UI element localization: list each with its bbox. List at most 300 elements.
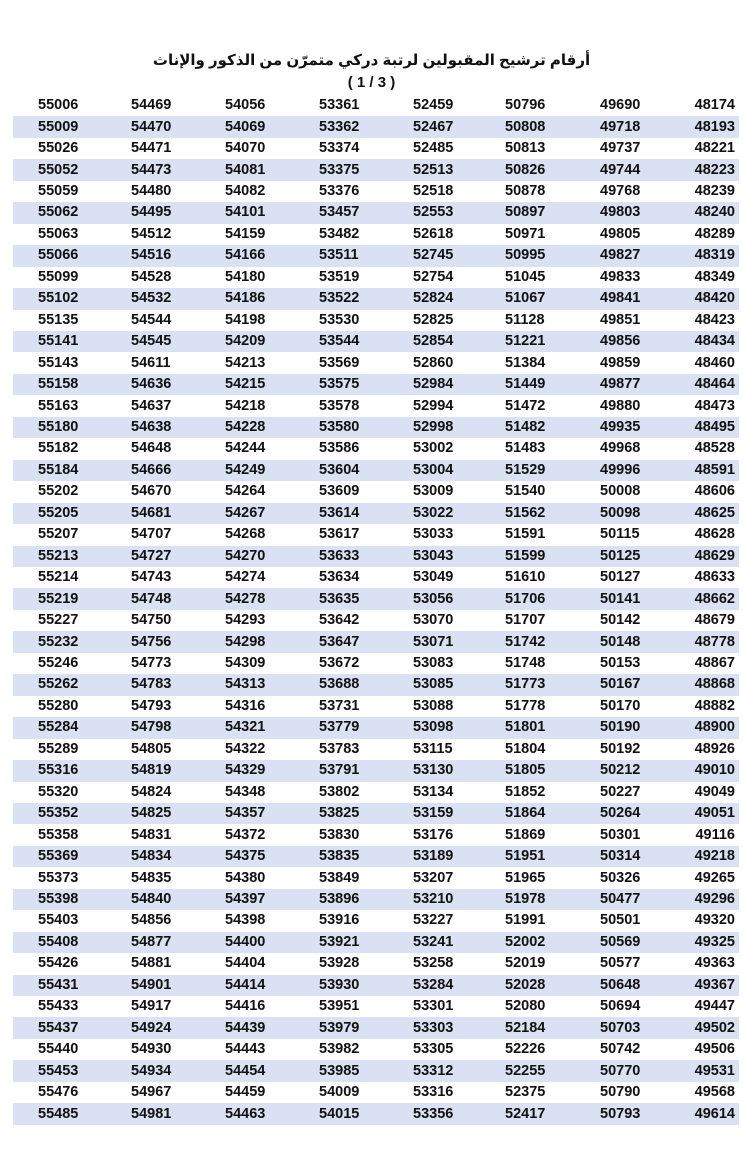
candidate-number-cell: 51852: [505, 783, 546, 800]
candidate-number-cell: 53083: [413, 655, 454, 671]
table-row: [13, 782, 739, 803]
candidate-number-cell: 54743: [131, 569, 172, 586]
candidate-number-cell: 55102: [13, 288, 107, 309]
candidate-number-cell: 50264: [575, 803, 668, 824]
candidate-number-cell: 54101: [200, 202, 294, 223]
candidate-number-cell: 51221: [481, 331, 575, 352]
table-row: [13, 138, 739, 159]
candidate-number-cell: 48193: [668, 116, 739, 137]
candidate-number-cell: 52854: [388, 331, 481, 352]
candidate-number-cell: 52754: [413, 268, 454, 285]
candidate-number-cell: 48882: [694, 697, 735, 714]
candidate-number-cell: 51529: [481, 460, 575, 481]
candidate-number-cell: 55214: [38, 569, 79, 586]
candidate-number-cell: 48778: [668, 631, 739, 652]
candidate-number-cell: 49363: [694, 955, 735, 972]
candidate-number-cell: 53530: [319, 311, 360, 328]
candidate-number-cell: 55163: [38, 397, 79, 414]
candidate-number-cell: 51610: [505, 569, 546, 586]
candidate-number-cell: 55289: [38, 740, 79, 757]
candidate-number-cell: 54877: [107, 932, 200, 953]
candidate-number-cell: 54414: [200, 975, 294, 996]
candidate-number-cell: 52485: [413, 140, 454, 157]
candidate-number-cell: 50501: [600, 912, 641, 929]
candidate-number-cell: 54981: [107, 1103, 200, 1124]
candidate-number-cell: 50648: [575, 975, 668, 996]
candidate-number-cell: 52825: [413, 311, 454, 328]
candidate-number-cell: 49718: [575, 116, 668, 137]
candidate-number-cell: 53783: [319, 740, 360, 757]
candidate-number-cell: 52459: [413, 97, 454, 114]
candidate-number-cell: 54512: [131, 225, 172, 242]
candidate-number-cell: 54015: [294, 1103, 388, 1124]
table-row: [13, 846, 739, 867]
candidate-number-cell: 55219: [13, 588, 107, 609]
table-row: [13, 739, 739, 760]
candidate-number-cell: 54934: [107, 1060, 200, 1081]
candidate-number-cell: 48926: [694, 740, 735, 757]
candidate-number-cell: 54316: [225, 697, 266, 714]
candidate-number-cell: 54397: [200, 889, 294, 910]
candidate-number-cell: 54727: [107, 546, 200, 567]
candidate-number-cell: 51778: [505, 697, 546, 714]
candidate-number-cell: 52002: [481, 932, 575, 953]
candidate-number-cell: 55059: [38, 183, 79, 200]
candidate-number-cell: 53071: [388, 631, 481, 652]
candidate-number-cell: 54648: [131, 440, 172, 457]
candidate-number-cell: 54930: [131, 1041, 172, 1058]
candidate-number-cell: 48221: [694, 140, 735, 157]
candidate-number-cell: 49856: [575, 331, 668, 352]
candidate-number-cell: 50227: [600, 783, 641, 800]
candidate-number-cell: 54773: [131, 655, 172, 671]
document-title: أرقام ترشيح المقبولين لرتبة دركي متمرّن من الذكور والإناث: [152, 52, 591, 69]
candidate-number-cell: 50115: [600, 526, 640, 543]
candidate-number-cell: 50897: [481, 202, 575, 223]
candidate-number-cell: 54544: [131, 311, 172, 328]
candidate-number-cell: 53210: [388, 889, 481, 910]
candidate-number-cell: 50878: [505, 183, 546, 200]
table-row: [13, 717, 739, 738]
table-row: [13, 996, 739, 1017]
candidate-number-cell: 54267: [200, 503, 294, 524]
candidate-number-cell: 54274: [225, 569, 266, 586]
table-row: [13, 417, 739, 438]
candidate-number-cell: 55143: [38, 354, 79, 371]
candidate-number-cell: 52618: [413, 225, 454, 242]
candidate-number-cell: 49051: [668, 803, 739, 824]
candidate-number-cell: 49737: [600, 140, 641, 157]
candidate-number-cell: 51483: [505, 440, 546, 457]
table-row: [13, 803, 739, 824]
candidate-number-cell: 48606: [694, 483, 735, 500]
candidate-number-cell: 54268: [225, 526, 266, 543]
candidate-number-cell: 48625: [668, 503, 739, 524]
candidate-number-cell: 49996: [575, 460, 668, 481]
candidate-number-cell: 51599: [481, 546, 575, 567]
candidate-number-cell: 55403: [38, 912, 79, 929]
candidate-number-cell: 49320: [694, 912, 735, 929]
candidate-number-cell: 54213: [225, 354, 266, 371]
candidate-number-cell: 53825: [294, 803, 388, 824]
candidate-number-cell: 49010: [668, 760, 739, 781]
candidate-number-cell: 53979: [294, 1017, 388, 1038]
candidate-number-cell: 49218: [668, 846, 739, 867]
candidate-number-cell: 51748: [505, 655, 546, 671]
table-row: [13, 953, 739, 974]
candidate-number-cell: 51869: [505, 826, 546, 843]
candidate-number-cell: 50770: [575, 1060, 668, 1081]
candidate-number-cell: 48174: [694, 97, 735, 114]
candidate-number-cell: 54805: [131, 740, 172, 757]
candidate-number-cell: 48633: [694, 569, 735, 586]
candidate-number-cell: 49296: [668, 889, 739, 910]
candidate-number-cell: 54748: [107, 588, 200, 609]
candidate-number-cell: 54198: [225, 311, 266, 328]
candidate-number-cell: 50192: [600, 740, 641, 757]
candidate-number-cell: 53303: [388, 1017, 481, 1038]
candidate-number-cell: 49531: [668, 1060, 739, 1081]
candidate-number-cell: 54454: [200, 1060, 294, 1081]
candidate-number-cell: 49265: [694, 869, 735, 886]
candidate-number-cell: 53227: [413, 912, 454, 929]
candidate-number-cell: 53835: [294, 846, 388, 867]
candidate-number-cell: 51472: [505, 397, 546, 414]
candidate-number-cell: 51706: [481, 588, 575, 609]
candidate-number-cell: 54638: [107, 417, 200, 438]
candidate-number-cell: 52467: [388, 116, 481, 137]
candidate-number-cell: 54750: [131, 612, 172, 629]
candidate-number-cell: 53022: [388, 503, 481, 524]
candidate-number-cell: 53002: [413, 440, 454, 457]
candidate-number-cell: 53004: [388, 460, 481, 481]
table-row: [13, 181, 739, 202]
candidate-number-cell: 54400: [200, 932, 294, 953]
candidate-number-cell: 49833: [600, 268, 641, 285]
candidate-number-cell: 54056: [225, 97, 266, 114]
candidate-number-cell: 55280: [38, 697, 79, 714]
candidate-number-cell: 54293: [225, 612, 266, 629]
candidate-number-cell: 55141: [13, 331, 107, 352]
candidate-number-cell: 55485: [13, 1103, 107, 1124]
candidate-number-cell: 49768: [600, 183, 641, 200]
candidate-number-cell: 54321: [200, 717, 294, 738]
candidate-number-cell: 55426: [38, 955, 79, 972]
candidate-number-cell: 53511: [294, 245, 388, 266]
table-row: [13, 1039, 739, 1060]
table-row: [13, 224, 739, 245]
candidate-number-cell: 52553: [388, 202, 481, 223]
table-row: [13, 438, 739, 459]
table-row: [13, 975, 739, 996]
candidate-number-cell: 49502: [668, 1017, 739, 1038]
candidate-number-cell: 49614: [668, 1103, 739, 1124]
candidate-number-cell: 54856: [131, 912, 172, 929]
candidate-number-cell: 55262: [13, 674, 107, 695]
candidate-number-cell: 53896: [294, 889, 388, 910]
table-row: [13, 481, 739, 502]
candidate-number-cell: 49803: [575, 202, 668, 223]
candidate-number-cell: 54459: [225, 1084, 266, 1101]
table-row: [13, 331, 739, 352]
candidate-number-cell: 54480: [131, 183, 172, 200]
candidate-number-cell: 51965: [505, 869, 546, 886]
candidate-number-cell: 55180: [13, 417, 107, 438]
candidate-number-cell: 53374: [319, 140, 360, 157]
candidate-number-cell: 51482: [481, 417, 575, 438]
candidate-number-cell: 53033: [413, 526, 454, 543]
candidate-number-cell: 54215: [200, 374, 294, 395]
candidate-number-cell: 52226: [505, 1041, 546, 1058]
candidate-number-cell: 51991: [505, 912, 546, 929]
candidate-number-cell: 51773: [481, 674, 575, 695]
candidate-number-cell: 48473: [694, 397, 735, 414]
candidate-number-cell: 55369: [13, 846, 107, 867]
candidate-number-cell: 55184: [13, 460, 107, 481]
candidate-number-cell: 53575: [294, 374, 388, 395]
candidate-number-cell: 53189: [388, 846, 481, 867]
candidate-number-cell: 50127: [600, 569, 641, 586]
candidate-number-cell: 55373: [38, 869, 79, 886]
candidate-number-cell: 54707: [131, 526, 172, 543]
candidate-number-cell: 53672: [319, 655, 360, 671]
candidate-number-cell: 49447: [694, 998, 735, 1015]
candidate-number-cell: 53305: [413, 1041, 454, 1058]
table-row: [13, 546, 739, 567]
candidate-number-cell: 50971: [505, 225, 546, 242]
candidate-number-cell: 52994: [413, 397, 454, 414]
candidate-number-cell: 53362: [294, 116, 388, 137]
candidate-number-cell: 51384: [505, 354, 546, 371]
candidate-number-cell: 49690: [600, 97, 641, 114]
candidate-number-cell: 50808: [481, 116, 575, 137]
candidate-number-cell: 50141: [575, 588, 668, 609]
candidate-number-cell: 54166: [200, 245, 294, 266]
candidate-number-cell: 54681: [107, 503, 200, 524]
candidate-number-cell: 50742: [600, 1041, 641, 1058]
candidate-number-cell: 53578: [319, 397, 360, 414]
candidate-number-cell: 55182: [38, 440, 79, 457]
candidate-number-cell: 51128: [505, 311, 545, 328]
candidate-number-cell: 53569: [319, 354, 360, 371]
candidate-number-cell: 54793: [131, 697, 172, 714]
candidate-number-cell: 52860: [413, 354, 454, 371]
candidate-number-cell: 48662: [668, 588, 739, 609]
candidate-number-cell: 55026: [38, 140, 79, 157]
candidate-number-cell: 50301: [600, 826, 641, 843]
candidate-number-cell: 54082: [225, 183, 266, 200]
candidate-number-cell: 53134: [413, 783, 454, 800]
candidate-number-cell: 54470: [107, 116, 200, 137]
candidate-number-cell: 50796: [505, 97, 546, 114]
candidate-number-cell: 53159: [388, 803, 481, 824]
candidate-number-cell: 55052: [13, 159, 107, 180]
table-row: [13, 588, 739, 609]
candidate-number-cell: 53519: [319, 268, 360, 285]
table-row: [13, 503, 739, 524]
candidate-number-cell: 52984: [388, 374, 481, 395]
candidate-number-cell: 49744: [575, 159, 668, 180]
candidate-number-cell: 54819: [107, 760, 200, 781]
candidate-number-cell: 53849: [319, 869, 360, 886]
candidate-number-cell: 54798: [107, 717, 200, 738]
candidate-number-cell: 51864: [481, 803, 575, 824]
candidate-number-cell: 54443: [225, 1041, 266, 1058]
candidate-number-cell: 50813: [505, 140, 546, 157]
candidate-number-cell: 53609: [319, 483, 360, 500]
table-row: [13, 910, 739, 931]
candidate-number-cell: 48628: [694, 526, 735, 543]
candidate-number-cell: 55213: [13, 546, 107, 567]
candidate-number-cell: 54313: [200, 674, 294, 695]
candidate-number-cell: 55431: [13, 975, 107, 996]
candidate-number-cell: 53522: [294, 288, 388, 309]
candidate-number-cell: 48349: [694, 268, 735, 285]
table-row: [13, 395, 739, 416]
candidate-number-cell: 50577: [600, 955, 641, 972]
candidate-number-cell: 55232: [13, 631, 107, 652]
candidate-number-cell: 51562: [481, 503, 575, 524]
candidate-number-cell: 50826: [481, 159, 575, 180]
candidate-number-cell: 53982: [319, 1041, 360, 1058]
candidate-number-cell: 52518: [413, 183, 454, 200]
candidate-number-cell: 52080: [505, 998, 546, 1015]
candidate-number-cell: 52417: [481, 1103, 575, 1124]
table-row: [13, 116, 739, 137]
table-row: [13, 202, 739, 223]
candidate-number-cell: 54357: [200, 803, 294, 824]
candidate-number-cell: 54380: [225, 869, 266, 886]
candidate-number-cell: 54636: [107, 374, 200, 395]
candidate-number-cell: 49325: [668, 932, 739, 953]
candidate-number-cell: 54009: [319, 1084, 360, 1101]
table-row: [13, 824, 739, 845]
candidate-number-cell: 49805: [600, 225, 641, 242]
candidate-number-cell: 55066: [13, 245, 107, 266]
candidate-number-cell: 55316: [13, 760, 107, 781]
candidate-number-cell: 50703: [575, 1017, 668, 1038]
candidate-number-cell: 53176: [413, 826, 454, 843]
candidate-number-cell: 48460: [694, 354, 735, 371]
candidate-number-cell: 49506: [694, 1041, 735, 1058]
candidate-number-cell: 49859: [600, 354, 641, 371]
candidate-number-cell: 54249: [200, 460, 294, 481]
candidate-number-cell: 53951: [319, 998, 360, 1015]
candidate-number-cell: 53361: [319, 97, 360, 114]
candidate-number-cell: 55063: [38, 225, 79, 242]
candidate-number-cell: 53921: [294, 932, 388, 953]
table-row: [13, 310, 739, 331]
candidate-number-cell: 48495: [668, 417, 739, 438]
candidate-number-cell: 55006: [38, 97, 79, 114]
candidate-number-cell: 53130: [388, 760, 481, 781]
candidate-number-cell: 50477: [575, 889, 668, 910]
candidate-number-cell: 52184: [481, 1017, 575, 1038]
candidate-number-cell: 55009: [13, 116, 107, 137]
candidate-number-cell: 52998: [388, 417, 481, 438]
candidate-number-cell: 49880: [600, 397, 641, 414]
candidate-number-cell: 49827: [575, 245, 668, 266]
candidate-number-cell: 54545: [107, 331, 200, 352]
candidate-number-cell: 52028: [481, 975, 575, 996]
table-row: [13, 245, 739, 266]
candidate-number-cell: 55408: [13, 932, 107, 953]
candidate-number-cell: 50694: [600, 998, 641, 1015]
candidate-number-cell: 53312: [388, 1060, 481, 1081]
candidate-number-cell: 54398: [225, 912, 266, 929]
candidate-number-cell: 54439: [200, 1017, 294, 1038]
candidate-number-cell: 55099: [38, 268, 79, 285]
candidate-number-cell: 53049: [413, 569, 454, 586]
table-row: [13, 889, 739, 910]
candidate-number-cell: 53085: [388, 674, 481, 695]
candidate-number-cell: 54756: [107, 631, 200, 652]
candidate-number-cell: 52255: [481, 1060, 575, 1081]
table-row: [13, 631, 739, 652]
candidate-number-cell: 54228: [200, 417, 294, 438]
candidate-number-cell: 53731: [319, 697, 360, 714]
candidate-number-cell: 53375: [294, 159, 388, 180]
table-row: [13, 374, 739, 395]
table-row: [13, 267, 739, 288]
candidate-number-cell: 48679: [694, 612, 735, 629]
candidate-number-cell: 48434: [668, 331, 739, 352]
candidate-number-cell: 54375: [200, 846, 294, 867]
candidate-number-cell: 54516: [107, 245, 200, 266]
candidate-number-cell: 54159: [225, 225, 266, 242]
candidate-number-cell: 50008: [600, 483, 641, 500]
candidate-number-cell: 53241: [388, 932, 481, 953]
candidate-number-cell: 55320: [38, 783, 79, 800]
table-row: [13, 95, 739, 116]
table-row: [13, 288, 739, 309]
candidate-number-cell: 51591: [505, 526, 546, 543]
candidate-number-cell: 54670: [131, 483, 172, 500]
table-row: [13, 674, 739, 695]
candidate-number-cell: 55284: [13, 717, 107, 738]
table-row: [13, 1082, 739, 1103]
candidate-number-cell: 54404: [225, 955, 266, 972]
candidate-number-cell: 55205: [13, 503, 107, 524]
table-row: [13, 610, 739, 631]
candidate-number-cell: 50153: [600, 655, 641, 671]
candidate-number-cell: 54416: [225, 998, 266, 1015]
candidate-number-cell: 52019: [505, 955, 546, 972]
candidate-number-cell: 48319: [668, 245, 739, 266]
table-row: [13, 1103, 739, 1124]
table-row: [13, 696, 739, 717]
candidate-number-cell: 51951: [481, 846, 575, 867]
candidate-number-cell: 48629: [668, 546, 739, 567]
candidate-number-cell: 53580: [294, 417, 388, 438]
candidate-number-cell: 52745: [388, 245, 481, 266]
candidate-number-cell: 53928: [319, 955, 360, 972]
candidate-number-cell: 53647: [294, 631, 388, 652]
table-body: [13, 95, 739, 1125]
candidate-number-cell: 50212: [575, 760, 668, 781]
candidate-number-cell: 51978: [481, 889, 575, 910]
candidate-number-cell: 53830: [319, 826, 360, 843]
candidate-number-cell: 54528: [131, 268, 172, 285]
candidate-number-cell: 53284: [388, 975, 481, 996]
candidate-number-cell: 49049: [694, 783, 735, 800]
candidate-number-cell: 54348: [225, 783, 266, 800]
candidate-number-cell: 55227: [38, 612, 79, 629]
candidate-number-cell: 53617: [319, 526, 360, 543]
candidate-number-cell: 50569: [575, 932, 668, 953]
candidate-number-cell: 54278: [200, 588, 294, 609]
candidate-number-cell: 49968: [600, 440, 641, 457]
